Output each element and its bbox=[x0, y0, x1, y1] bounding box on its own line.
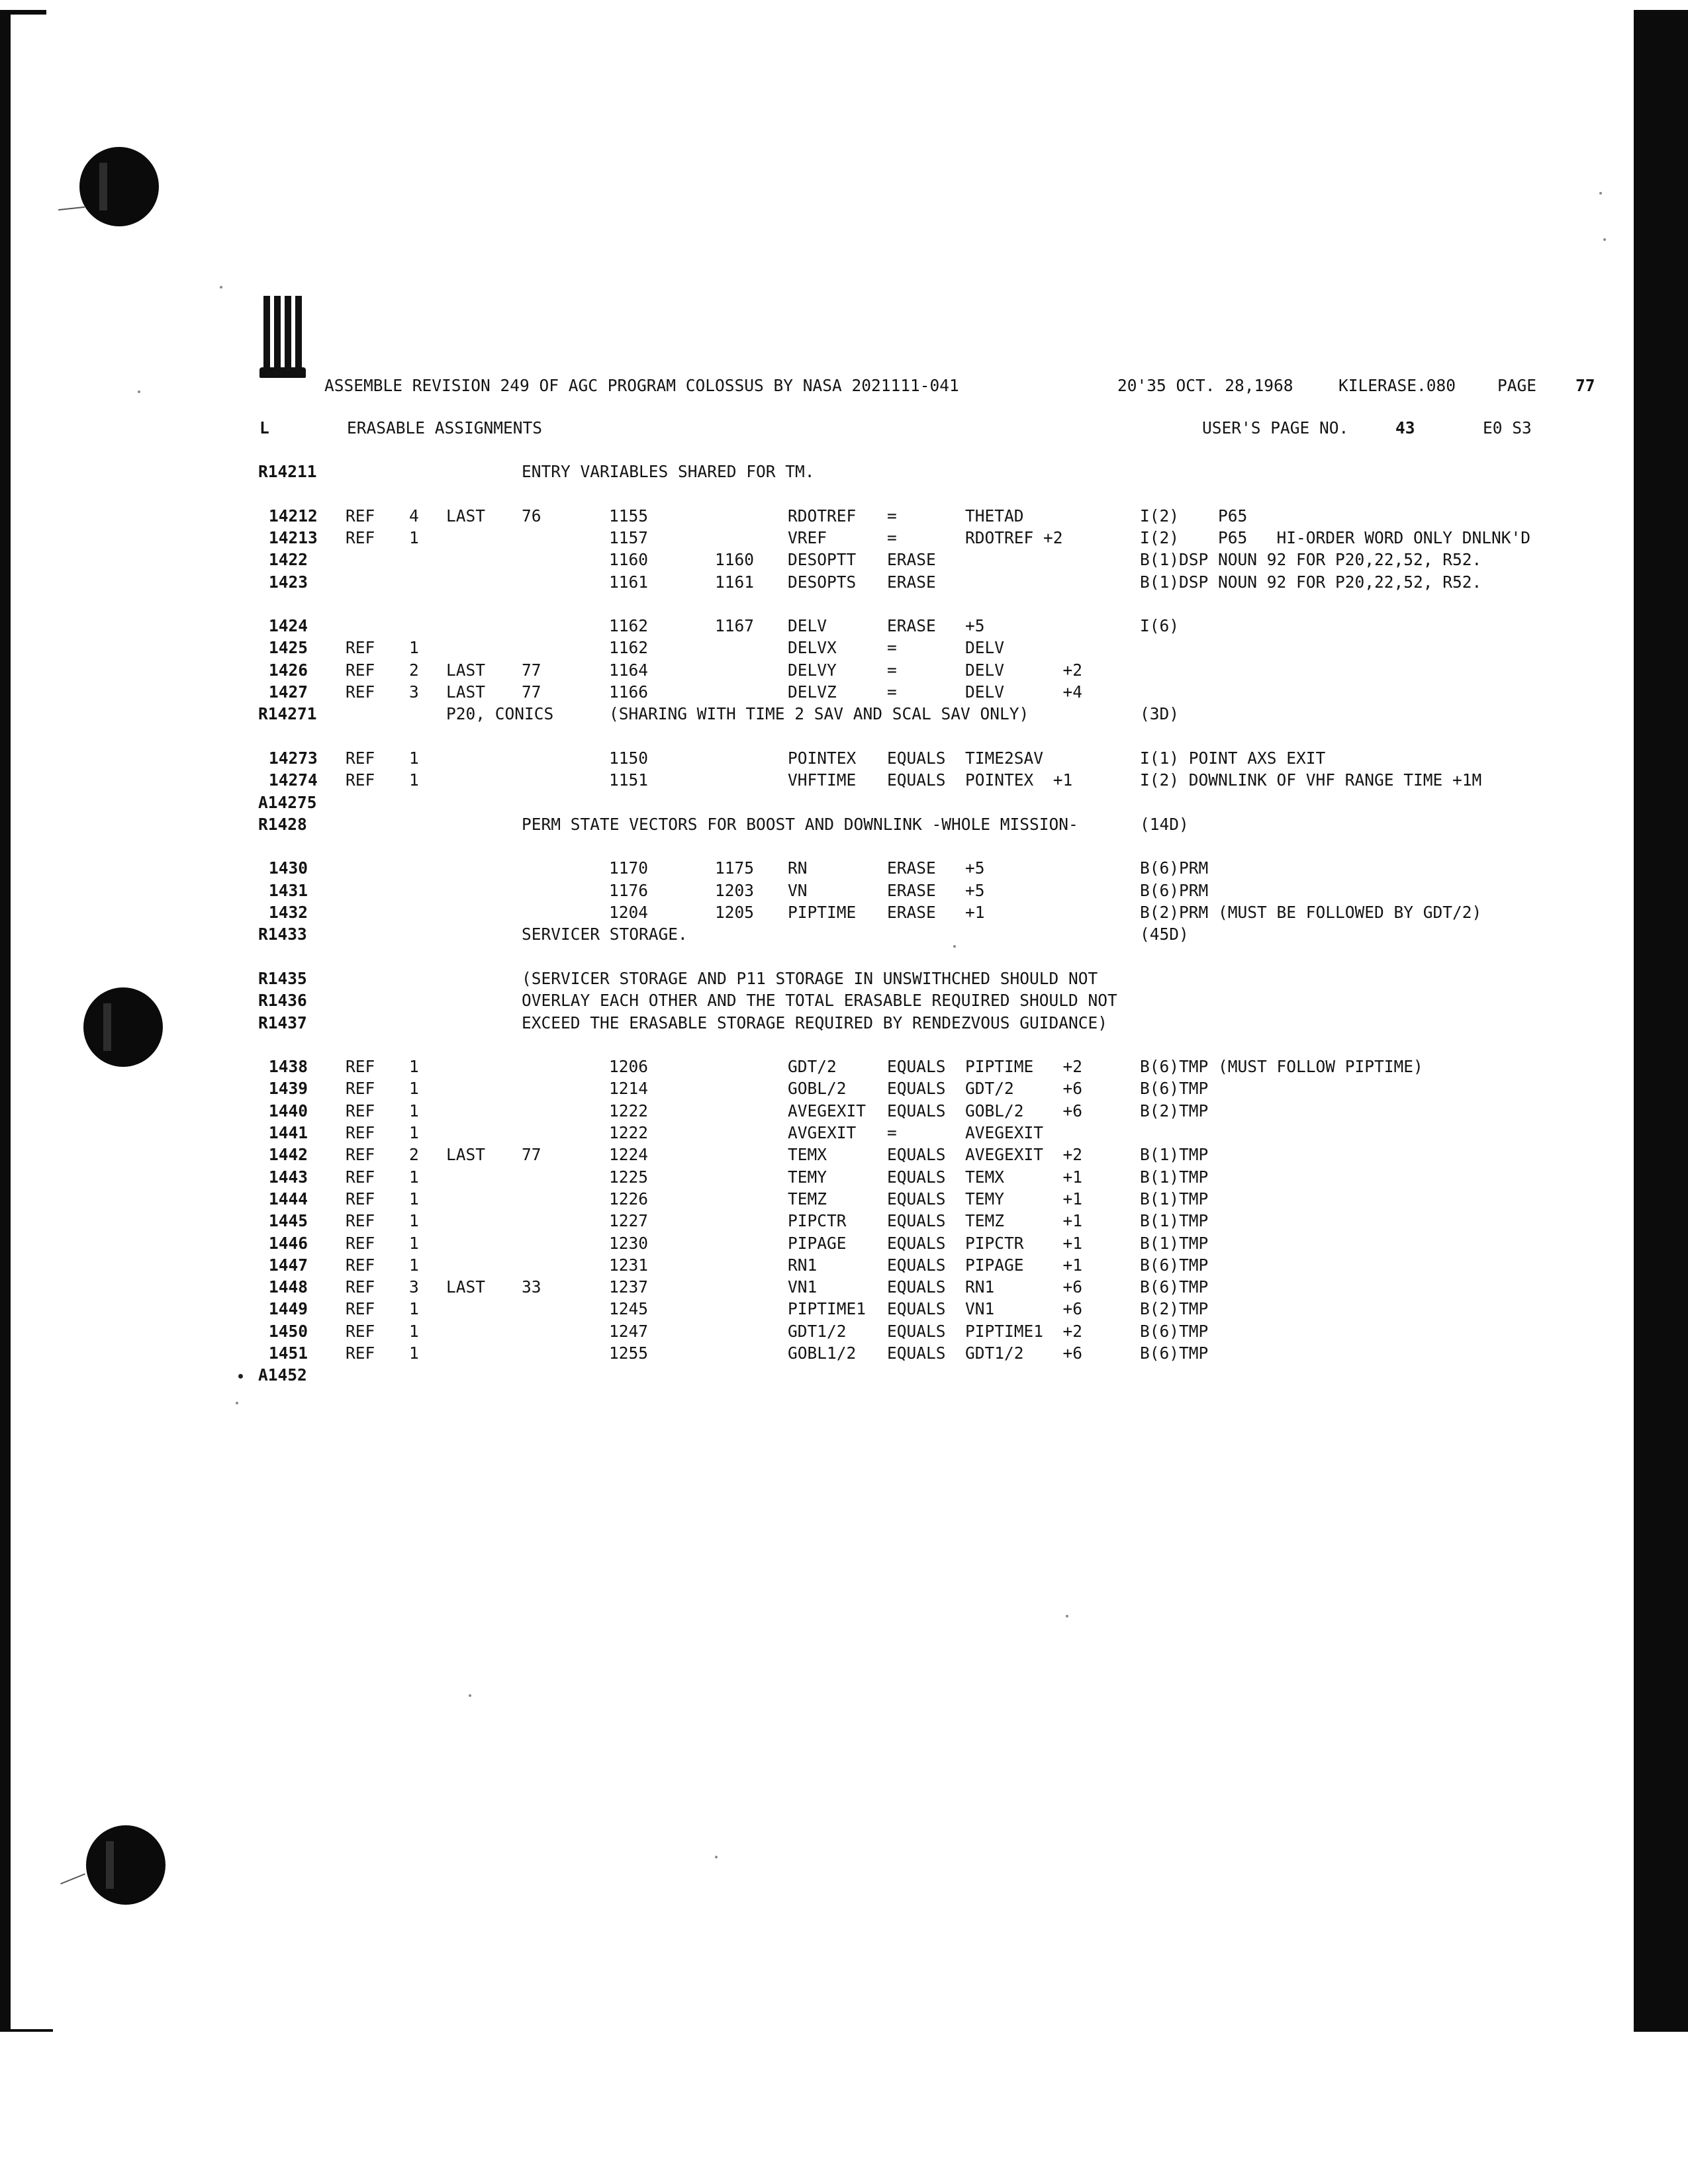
line-field-1: 1 bbox=[409, 527, 419, 547]
listing-line bbox=[0, 615, 1622, 637]
listing-line bbox=[0, 989, 1622, 1012]
line-field-5: 1203 bbox=[715, 880, 755, 900]
line-field-8: PIPAGE +1 bbox=[965, 1255, 1083, 1275]
line-tag: R1428 bbox=[258, 814, 307, 834]
line-field-4: 1214 bbox=[609, 1079, 649, 1099]
line-field-7: = bbox=[887, 1123, 897, 1142]
line-field-6: RN1 bbox=[788, 1255, 818, 1275]
line-tag: 1432 bbox=[269, 903, 308, 922]
sheet-right-edge bbox=[1634, 10, 1688, 2032]
line-field-0: REF bbox=[346, 1123, 375, 1142]
listing-line bbox=[0, 1210, 1622, 1232]
line-field-8: POINTEX +1 bbox=[965, 770, 1073, 790]
line-field-3: EXCEED THE ERASABLE STORAGE REQUIRED BY RENDEZVOUS GUIDANCE) bbox=[522, 1013, 1108, 1032]
line-field-9: B(1)TMP bbox=[1140, 1145, 1209, 1165]
line-field-7: EQUALS bbox=[887, 1145, 946, 1165]
line-field-8: +5 bbox=[965, 616, 985, 636]
line-field-1: 1 bbox=[409, 1167, 419, 1187]
line-tag: 1422 bbox=[269, 550, 308, 570]
line-field-8: +1 bbox=[965, 903, 985, 922]
line-field-8: TEMZ +1 bbox=[965, 1211, 1083, 1231]
line-field-8: TEMX +1 bbox=[965, 1167, 1083, 1187]
line-field-2: LAST bbox=[446, 682, 486, 702]
line-field-7: ERASE bbox=[887, 858, 936, 878]
line-field-0: REF bbox=[346, 1299, 375, 1319]
line-field-9: B(6)TMP bbox=[1140, 1255, 1209, 1275]
line-field-0: REF bbox=[346, 1321, 375, 1341]
line-field-1: 1 bbox=[409, 1211, 419, 1231]
speck bbox=[1066, 1615, 1068, 1617]
line-field-7: = bbox=[887, 527, 897, 547]
line-field-5: 1175 bbox=[715, 858, 755, 878]
line-field-6: GOBL1/2 bbox=[788, 1343, 857, 1363]
line-tag: 1447 bbox=[269, 1255, 308, 1275]
speck bbox=[1603, 238, 1606, 241]
listing-line bbox=[0, 1166, 1622, 1189]
line-field-7: = bbox=[887, 660, 897, 680]
page-label: PAGE bbox=[1497, 376, 1537, 395]
line-field-5: 1161 bbox=[715, 572, 755, 592]
line-field-8: PIPCTR +1 bbox=[965, 1233, 1083, 1253]
line-field-7: = bbox=[887, 506, 897, 525]
line-field-6: DELVX bbox=[788, 638, 837, 658]
line-field-0: REF bbox=[346, 682, 375, 702]
line-field-4: 1161 bbox=[609, 572, 649, 592]
line-field-0: REF bbox=[346, 1057, 375, 1077]
listing-line bbox=[0, 1232, 1622, 1255]
line-field-9: B(6)TMP (MUST FOLLOW PIPTIME) bbox=[1140, 1057, 1423, 1077]
line-field-9: B(1)TMP bbox=[1140, 1167, 1209, 1187]
line-field-7: EQUALS bbox=[887, 1299, 946, 1319]
listing-line bbox=[0, 571, 1622, 594]
line-field-4: 1230 bbox=[609, 1233, 649, 1253]
line-field-1: 2 bbox=[409, 1145, 419, 1165]
line-tag: R14271 bbox=[258, 704, 317, 724]
line-field-1: 1 bbox=[409, 1233, 419, 1253]
line-tag: R1437 bbox=[258, 1013, 307, 1032]
user-page-number: 43 bbox=[1395, 418, 1415, 437]
line-field-7: EQUALS bbox=[887, 1233, 946, 1253]
line-tag: 14274 bbox=[269, 770, 318, 790]
line-tag: 1451 bbox=[269, 1343, 308, 1363]
line-field-1: 1 bbox=[409, 770, 419, 790]
line-field-0: REF bbox=[346, 1101, 375, 1120]
line-field-6: GOBL/2 bbox=[788, 1079, 847, 1099]
line-field-8: RDOTREF +2 bbox=[965, 527, 1063, 547]
line-field-6: PIPTIME1 bbox=[788, 1299, 867, 1319]
listing-line bbox=[0, 769, 1622, 792]
line-tag: 1443 bbox=[269, 1167, 308, 1187]
line-tag: 1439 bbox=[269, 1079, 308, 1099]
line-field-9: I(6) bbox=[1140, 616, 1180, 636]
line-field-0: REF bbox=[346, 748, 375, 768]
punch-hole-top bbox=[79, 147, 159, 226]
line-field-1: 1 bbox=[409, 748, 419, 768]
line-field-4: 1225 bbox=[609, 1167, 649, 1187]
line-field-7: EQUALS bbox=[887, 1057, 946, 1077]
line-field-1: 1 bbox=[409, 1343, 419, 1363]
line-field-0: REF bbox=[346, 1277, 375, 1297]
line-field-6: RN bbox=[788, 858, 808, 878]
line-field-1: 1 bbox=[409, 1123, 419, 1142]
line-field-9: B(6)TMP bbox=[1140, 1079, 1209, 1099]
line-tag: R1433 bbox=[258, 925, 307, 944]
line-field-6: PIPTIME bbox=[788, 903, 857, 922]
line-field-8: AVEGEXIT bbox=[965, 1123, 1044, 1142]
line-field-6: DELV bbox=[788, 616, 827, 636]
line-field-4: 1160 bbox=[609, 550, 649, 570]
line-tag: 1449 bbox=[269, 1299, 308, 1319]
line-field-7: EQUALS bbox=[887, 1079, 946, 1099]
line-field-0: REF bbox=[346, 1233, 375, 1253]
line-field-8: DELV bbox=[965, 638, 1005, 658]
line-field-1: 1 bbox=[409, 1255, 419, 1275]
speck bbox=[220, 286, 222, 289]
line-field-6: DESOPTS bbox=[788, 572, 857, 592]
line-field-3: 33 bbox=[522, 1277, 541, 1297]
line-field-4: (SHARING WITH TIME 2 SAV AND SCAL SAV ONLY) bbox=[609, 704, 1029, 724]
line-field-2: LAST bbox=[446, 1145, 486, 1165]
line-field-1: 3 bbox=[409, 682, 419, 702]
line-field-4: 1170 bbox=[609, 858, 649, 878]
line-field-8: TEMY +1 bbox=[965, 1189, 1083, 1208]
line-tag: R1436 bbox=[258, 991, 307, 1011]
line-field-6: VREF bbox=[788, 527, 827, 547]
listing-line bbox=[0, 549, 1622, 571]
line-field-9: (14D) bbox=[1140, 814, 1189, 834]
sheet-bottom-edge bbox=[0, 2029, 53, 2032]
line-field-1: 1 bbox=[409, 1299, 419, 1319]
line-field-1: 1 bbox=[409, 1321, 419, 1341]
line-field-8: GOBL/2 +6 bbox=[965, 1101, 1083, 1120]
listing-title: ASSEMBLE REVISION 249 OF AGC PROGRAM COLOSSUS BY NASA 2021111-041 bbox=[324, 376, 959, 395]
line-field-4: 1226 bbox=[609, 1189, 649, 1208]
line-field-8: +5 bbox=[965, 858, 985, 878]
line-field-9: B(2)PRM (MUST BE FOLLOWED BY GDT/2) bbox=[1140, 903, 1482, 922]
listing-line bbox=[0, 527, 1622, 549]
line-field-7: ERASE bbox=[887, 572, 936, 592]
section-code: E0 S3 bbox=[1483, 418, 1532, 437]
line-field-3: 77 bbox=[522, 660, 541, 680]
line-field-6: AVGEXIT bbox=[788, 1123, 857, 1142]
line-field-4: 1166 bbox=[609, 682, 649, 702]
line-field-9: I(2) P65 HI-ORDER WORD ONLY DNLNK'D bbox=[1140, 527, 1531, 547]
listing-timestamp: 20'35 OCT. 28,1968 bbox=[1117, 376, 1293, 395]
line-field-7: ERASE bbox=[887, 550, 936, 570]
line-field-3: 76 bbox=[522, 506, 541, 525]
line-field-4: 1247 bbox=[609, 1321, 649, 1341]
line-field-1: 1 bbox=[409, 1101, 419, 1120]
listing-line bbox=[0, 1254, 1622, 1277]
line-field-8: RN1 +6 bbox=[965, 1277, 1083, 1297]
line-field-1: 1 bbox=[409, 1057, 419, 1077]
listing-line bbox=[0, 1342, 1622, 1365]
listing-line bbox=[0, 1364, 1622, 1387]
listing-line bbox=[0, 703, 1622, 725]
line-field-6: DELVZ bbox=[788, 682, 837, 702]
page-number: 77 bbox=[1575, 376, 1595, 395]
listing-line bbox=[0, 923, 1622, 946]
line-tag: 1425 bbox=[269, 638, 308, 658]
line-field-8: GDT1/2 +6 bbox=[965, 1343, 1083, 1363]
listing-line bbox=[0, 1056, 1622, 1078]
line-field-8: TIME2SAV bbox=[965, 748, 1044, 768]
line-field-6: RDOTREF bbox=[788, 506, 857, 525]
listing-line bbox=[0, 1298, 1622, 1320]
line-field-6: VN bbox=[788, 880, 808, 900]
line-field-6: GDT/2 bbox=[788, 1057, 837, 1077]
listing-line bbox=[0, 1122, 1622, 1144]
line-field-7: EQUALS bbox=[887, 1189, 946, 1208]
line-field-6: PIPCTR bbox=[788, 1211, 847, 1231]
line-field-3: SERVICER STORAGE. bbox=[522, 925, 688, 944]
line-tag: 1440 bbox=[269, 1101, 308, 1120]
line-field-6: TEMZ bbox=[788, 1189, 827, 1208]
listing-line bbox=[0, 637, 1622, 659]
line-field-1: 4 bbox=[409, 506, 419, 525]
line-tag: 1423 bbox=[269, 572, 308, 592]
line-field-0: REF bbox=[346, 1343, 375, 1363]
section-title: ERASABLE ASSIGNMENTS bbox=[347, 418, 543, 437]
line-field-7: EQUALS bbox=[887, 1211, 946, 1231]
line-field-6: POINTEX bbox=[788, 748, 857, 768]
line-field-0: REF bbox=[346, 1255, 375, 1275]
listing-line bbox=[0, 1012, 1622, 1034]
listing-line bbox=[0, 1320, 1622, 1343]
line-field-8: THETAD bbox=[965, 506, 1024, 525]
listing-line bbox=[0, 1276, 1622, 1298]
line-field-0: REF bbox=[346, 1079, 375, 1099]
line-field-8: DELV +4 bbox=[965, 682, 1083, 702]
line-field-2: LAST bbox=[446, 1277, 486, 1297]
line-field-0: REF bbox=[346, 1145, 375, 1165]
line-field-6: GDT1/2 bbox=[788, 1321, 847, 1341]
line-field-6: TEMX bbox=[788, 1145, 827, 1165]
line-field-0: REF bbox=[346, 660, 375, 680]
line-field-0: REF bbox=[346, 527, 375, 547]
section-letter: L bbox=[259, 418, 269, 437]
line-field-1: 1 bbox=[409, 638, 419, 658]
line-field-6: VHFTIME bbox=[788, 770, 857, 790]
line-field-0: REF bbox=[346, 770, 375, 790]
line-tag: A1452 bbox=[258, 1365, 307, 1385]
line-tag: 14212 bbox=[269, 506, 318, 525]
line-field-2: P20, CONICS bbox=[446, 704, 554, 724]
listing-line bbox=[0, 505, 1622, 527]
line-field-0: REF bbox=[346, 638, 375, 658]
line-field-2: LAST bbox=[446, 506, 486, 525]
line-tag: 1450 bbox=[269, 1321, 308, 1341]
line-field-0: REF bbox=[346, 1189, 375, 1208]
line-field-8: GDT/2 +6 bbox=[965, 1079, 1083, 1099]
line-tag: 1430 bbox=[269, 858, 308, 878]
line-field-7: = bbox=[887, 682, 897, 702]
punch-hole-bottom bbox=[86, 1825, 165, 1905]
line-tag: 14273 bbox=[269, 748, 318, 768]
listing-line bbox=[0, 901, 1622, 924]
line-field-7: EQUALS bbox=[887, 748, 946, 768]
line-tag: 1444 bbox=[269, 1189, 308, 1208]
line-field-4: 1227 bbox=[609, 1211, 649, 1231]
listing-header bbox=[0, 375, 1622, 397]
line-field-6: PIPAGE bbox=[788, 1233, 847, 1253]
line-field-9: (3D) bbox=[1140, 704, 1180, 724]
line-tag: 1448 bbox=[269, 1277, 308, 1297]
line-field-7: EQUALS bbox=[887, 1167, 946, 1187]
listing-line bbox=[0, 968, 1622, 990]
line-tag: 14213 bbox=[269, 527, 318, 547]
line-tag: R14211 bbox=[258, 462, 317, 481]
line-field-8: PIPTIME +2 bbox=[965, 1057, 1083, 1077]
line-field-4: 1151 bbox=[609, 770, 649, 790]
line-field-5: 1205 bbox=[715, 903, 755, 922]
line-field-4: 1224 bbox=[609, 1145, 649, 1165]
speck bbox=[469, 1694, 471, 1697]
printer-bars-logo bbox=[263, 296, 305, 379]
line-field-4: 1162 bbox=[609, 638, 649, 658]
listing-line bbox=[0, 880, 1622, 902]
line-tag: 1424 bbox=[269, 616, 308, 636]
line-field-4: 1231 bbox=[609, 1255, 649, 1275]
line-field-6: DESOPTT bbox=[788, 550, 857, 570]
line-field-1: 1 bbox=[409, 1189, 419, 1208]
line-field-9: B(2)TMP bbox=[1140, 1299, 1209, 1319]
line-field-9: B(6)TMP bbox=[1140, 1343, 1209, 1363]
line-field-4: 1255 bbox=[609, 1343, 649, 1363]
line-field-6: TEMY bbox=[788, 1167, 827, 1187]
line-field-1: 3 bbox=[409, 1277, 419, 1297]
line-field-9: B(1)TMP bbox=[1140, 1189, 1209, 1208]
listing-line bbox=[0, 681, 1622, 704]
listing-line bbox=[0, 747, 1622, 770]
listing-line bbox=[0, 1144, 1622, 1166]
line-field-9: B(1)DSP NOUN 92 FOR P20,22,52, R52. bbox=[1140, 572, 1482, 592]
line-field-0: REF bbox=[346, 506, 375, 525]
section-header bbox=[0, 417, 1622, 439]
line-tag: R1435 bbox=[258, 968, 307, 988]
line-field-4: 1150 bbox=[609, 748, 649, 768]
line-field-4: 1157 bbox=[609, 527, 649, 547]
listing-line bbox=[0, 813, 1622, 836]
speck bbox=[715, 1856, 718, 1858]
listing-line bbox=[0, 1188, 1622, 1210]
line-field-4: 1155 bbox=[609, 506, 649, 525]
line-field-9: B(6)PRM bbox=[1140, 858, 1209, 878]
line-tag: 1431 bbox=[269, 880, 308, 900]
line-field-8: VN1 +6 bbox=[965, 1299, 1083, 1319]
line-field-4: 1164 bbox=[609, 660, 649, 680]
listing-line bbox=[0, 792, 1622, 814]
sheet-left-edge-cap bbox=[0, 10, 46, 15]
line-field-9: B(1)DSP NOUN 92 FOR P20,22,52, R52. bbox=[1140, 550, 1482, 570]
line-field-7: EQUALS bbox=[887, 1277, 946, 1297]
line-field-7: = bbox=[887, 638, 897, 658]
speck bbox=[236, 1402, 238, 1404]
line-field-7: ERASE bbox=[887, 880, 936, 900]
line-field-3: ENTRY VARIABLES SHARED FOR TM. bbox=[522, 462, 815, 481]
line-field-7: ERASE bbox=[887, 616, 936, 636]
line-field-7: ERASE bbox=[887, 903, 936, 922]
line-field-2: LAST bbox=[446, 660, 486, 680]
line-field-7: EQUALS bbox=[887, 1255, 946, 1275]
listing-line bbox=[0, 659, 1622, 682]
hole-tick bbox=[60, 1874, 85, 1885]
line-field-7: EQUALS bbox=[887, 770, 946, 790]
line-field-9: B(6)TMP bbox=[1140, 1321, 1209, 1341]
line-field-3: 77 bbox=[522, 682, 541, 702]
line-field-9: B(2)TMP bbox=[1140, 1101, 1209, 1120]
line-tag: 1442 bbox=[269, 1145, 308, 1165]
line-field-9: I(2) P65 bbox=[1140, 506, 1248, 525]
line-field-9: I(1) POINT AXS EXIT bbox=[1140, 748, 1326, 768]
line-field-6: VN1 bbox=[788, 1277, 818, 1297]
line-field-4: 1206 bbox=[609, 1057, 649, 1077]
line-field-8: PIPTIME1 +2 bbox=[965, 1321, 1083, 1341]
line-field-9: B(6)PRM bbox=[1140, 880, 1209, 900]
line-tag: 1427 bbox=[269, 682, 308, 702]
user-page-label: USER'S PAGE NO. bbox=[1202, 418, 1349, 437]
line-field-1: 1 bbox=[409, 1079, 419, 1099]
line-field-4: 1237 bbox=[609, 1277, 649, 1297]
line-field-4: 1176 bbox=[609, 880, 649, 900]
line-field-4: 1204 bbox=[609, 903, 649, 922]
line-tag: 1426 bbox=[269, 660, 308, 680]
line-tag: 1441 bbox=[269, 1123, 308, 1142]
line-field-1: 2 bbox=[409, 660, 419, 680]
line-tag: A14275 bbox=[258, 792, 317, 812]
line-tag: 1446 bbox=[269, 1233, 308, 1253]
line-field-9: B(1)TMP bbox=[1140, 1233, 1209, 1253]
listing-line bbox=[0, 1100, 1622, 1122]
line-field-3: (SERVICER STORAGE AND P11 STORAGE IN UNSWITHCHED SHOULD NOT bbox=[522, 968, 1098, 988]
speck bbox=[1599, 192, 1602, 195]
line-field-5: 1167 bbox=[715, 616, 755, 636]
line-field-0: REF bbox=[346, 1167, 375, 1187]
line-field-8: DELV +2 bbox=[965, 660, 1083, 680]
line-field-8: AVEGEXIT +2 bbox=[965, 1145, 1083, 1165]
listing-line bbox=[0, 461, 1622, 483]
hole-tick bbox=[58, 206, 85, 210]
line-field-6: AVEGEXIT bbox=[788, 1101, 867, 1120]
line-tag: 1438 bbox=[269, 1057, 308, 1077]
line-field-3: PERM STATE VECTORS FOR BOOST AND DOWNLINK -WHOLE MISSION- bbox=[522, 814, 1078, 834]
listing-line bbox=[0, 1077, 1622, 1100]
line-field-7: EQUALS bbox=[887, 1101, 946, 1120]
line-field-3: OVERLAY EACH OTHER AND THE TOTAL ERASABLE REQUIRED SHOULD NOT bbox=[522, 991, 1117, 1011]
line-field-3: 77 bbox=[522, 1145, 541, 1165]
line-tag: 1445 bbox=[269, 1211, 308, 1231]
line-field-7: EQUALS bbox=[887, 1343, 946, 1363]
line-field-6: DELVY bbox=[788, 660, 837, 680]
line-field-4: 1245 bbox=[609, 1299, 649, 1319]
line-field-9: I(2) DOWNLINK OF VHF RANGE TIME +1M bbox=[1140, 770, 1482, 790]
line-field-4: 1222 bbox=[609, 1101, 649, 1120]
listing-file-name: KILERASE.080 bbox=[1338, 376, 1456, 395]
listing-line bbox=[0, 857, 1622, 880]
line-field-4: 1222 bbox=[609, 1123, 649, 1142]
line-field-8: +5 bbox=[965, 880, 985, 900]
line-field-7: EQUALS bbox=[887, 1321, 946, 1341]
line-field-9: B(1)TMP bbox=[1140, 1211, 1209, 1231]
line-field-0: REF bbox=[346, 1211, 375, 1231]
line-field-5: 1160 bbox=[715, 550, 755, 570]
line-field-9: (45D) bbox=[1140, 925, 1189, 944]
line-field-4: 1162 bbox=[609, 616, 649, 636]
line-field-9: B(6)TMP bbox=[1140, 1277, 1209, 1297]
